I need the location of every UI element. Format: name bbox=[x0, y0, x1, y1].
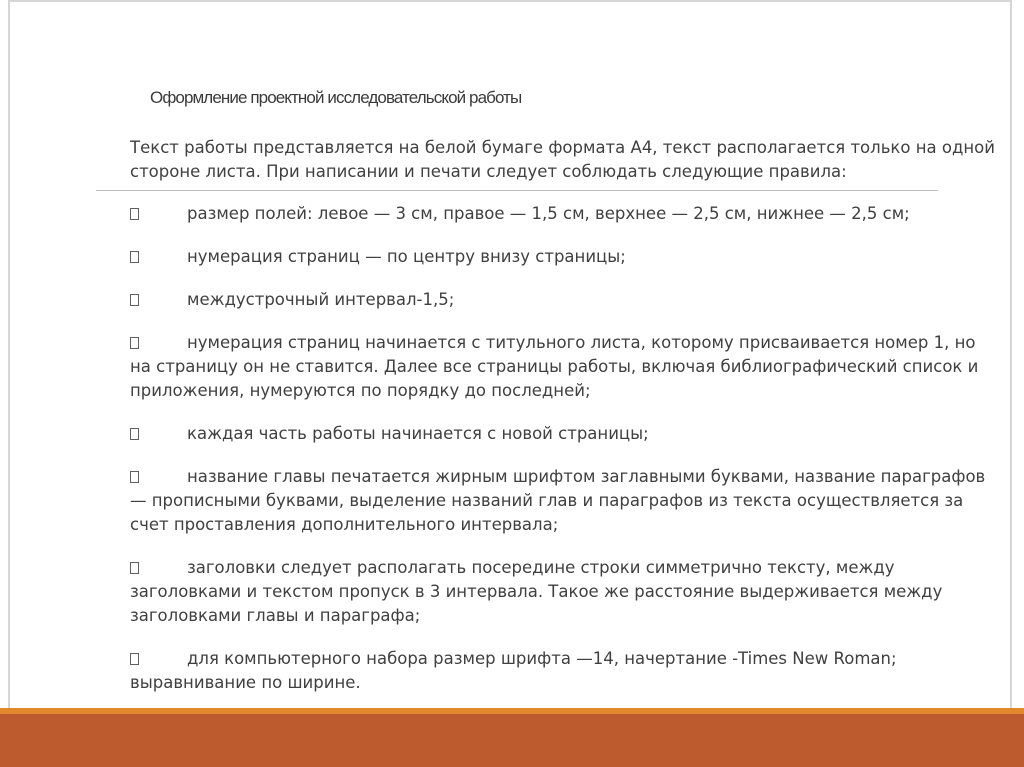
list-item-text: выравнивание по ширине. bbox=[130, 673, 361, 692]
list-item-text: — прописными буквами, выделение названий глав и параграфов из текста осуществляется за bbox=[130, 491, 964, 510]
list-item-text: заголовки следует располагать посередине строки симметрично тексту, между bbox=[187, 558, 895, 577]
missing-glyph-box-icon bbox=[130, 653, 139, 665]
frame-left-border bbox=[8, 0, 10, 708]
missing-glyph-box-icon bbox=[130, 337, 139, 349]
list-item-text: на страницу он не ставится. Далее все страницы работы, включая библиографический список и bbox=[130, 357, 979, 376]
missing-glyph-box-icon bbox=[130, 294, 139, 306]
missing-glyph-box-icon bbox=[130, 471, 139, 483]
list-item-text: приложения, нумеруются по порядку до последней; bbox=[130, 381, 591, 400]
missing-glyph-box-icon bbox=[130, 428, 139, 440]
missing-glyph-box-icon bbox=[130, 251, 139, 263]
list-item-text: заголовками и текстом пропуск в 3 интервала. Такое же расстояние выдерживается между bbox=[130, 582, 943, 601]
list-item-text: нумерация страниц начинается с титульного листа, которому присваивается номер 1, но bbox=[187, 333, 976, 352]
missing-glyph-box-icon bbox=[130, 208, 139, 220]
rules-list bbox=[130, 202, 1010, 714]
list-item bbox=[130, 556, 1010, 628]
footer-band bbox=[0, 714, 1024, 767]
list-item bbox=[130, 202, 1010, 226]
intro-line: Текст работы представляется на белой бумаге формата А4, текст располагается только на одной bbox=[130, 138, 995, 157]
list-item-text: для компьютерного набора размер шрифта —14, начертание -Times New Roman; bbox=[187, 649, 897, 668]
missing-glyph-box-icon bbox=[130, 562, 139, 574]
list-item-text: нумерация страниц — по центру внизу страницы; bbox=[187, 247, 626, 266]
frame-right-border bbox=[1010, 0, 1012, 708]
list-item bbox=[130, 288, 1010, 312]
list-item bbox=[130, 331, 1010, 403]
intro-paragraph bbox=[130, 136, 1010, 184]
list-item-text: счет проставления дополнительного интервала; bbox=[130, 515, 559, 534]
list-item bbox=[130, 422, 1010, 446]
list-item-text: междустрочный интервал-1,5; bbox=[187, 290, 455, 309]
list-item-text: каждая часть работы начинается с новой страницы; bbox=[187, 424, 649, 443]
list-item-text: размер полей: левое — 3 см, правое — 1,5 см, верхнее — 2,5 см, нижнее — 2,5 см; bbox=[187, 204, 910, 223]
divider-line bbox=[96, 190, 938, 191]
slide-title: Оформление проектной исследовательской работы bbox=[150, 88, 522, 107]
frame-top-border bbox=[8, 0, 1012, 2]
list-item bbox=[130, 245, 1010, 269]
list-item-text: название главы печатается жирным шрифтом заглавными буквами, название параграфов bbox=[187, 467, 986, 486]
intro-line: стороне листа. При написании и печати следует соблюдать следующие правила: bbox=[130, 162, 847, 181]
list-item bbox=[130, 465, 1010, 537]
list-item bbox=[130, 647, 1010, 695]
list-item-text: заголовками главы и параграфа; bbox=[130, 606, 421, 625]
